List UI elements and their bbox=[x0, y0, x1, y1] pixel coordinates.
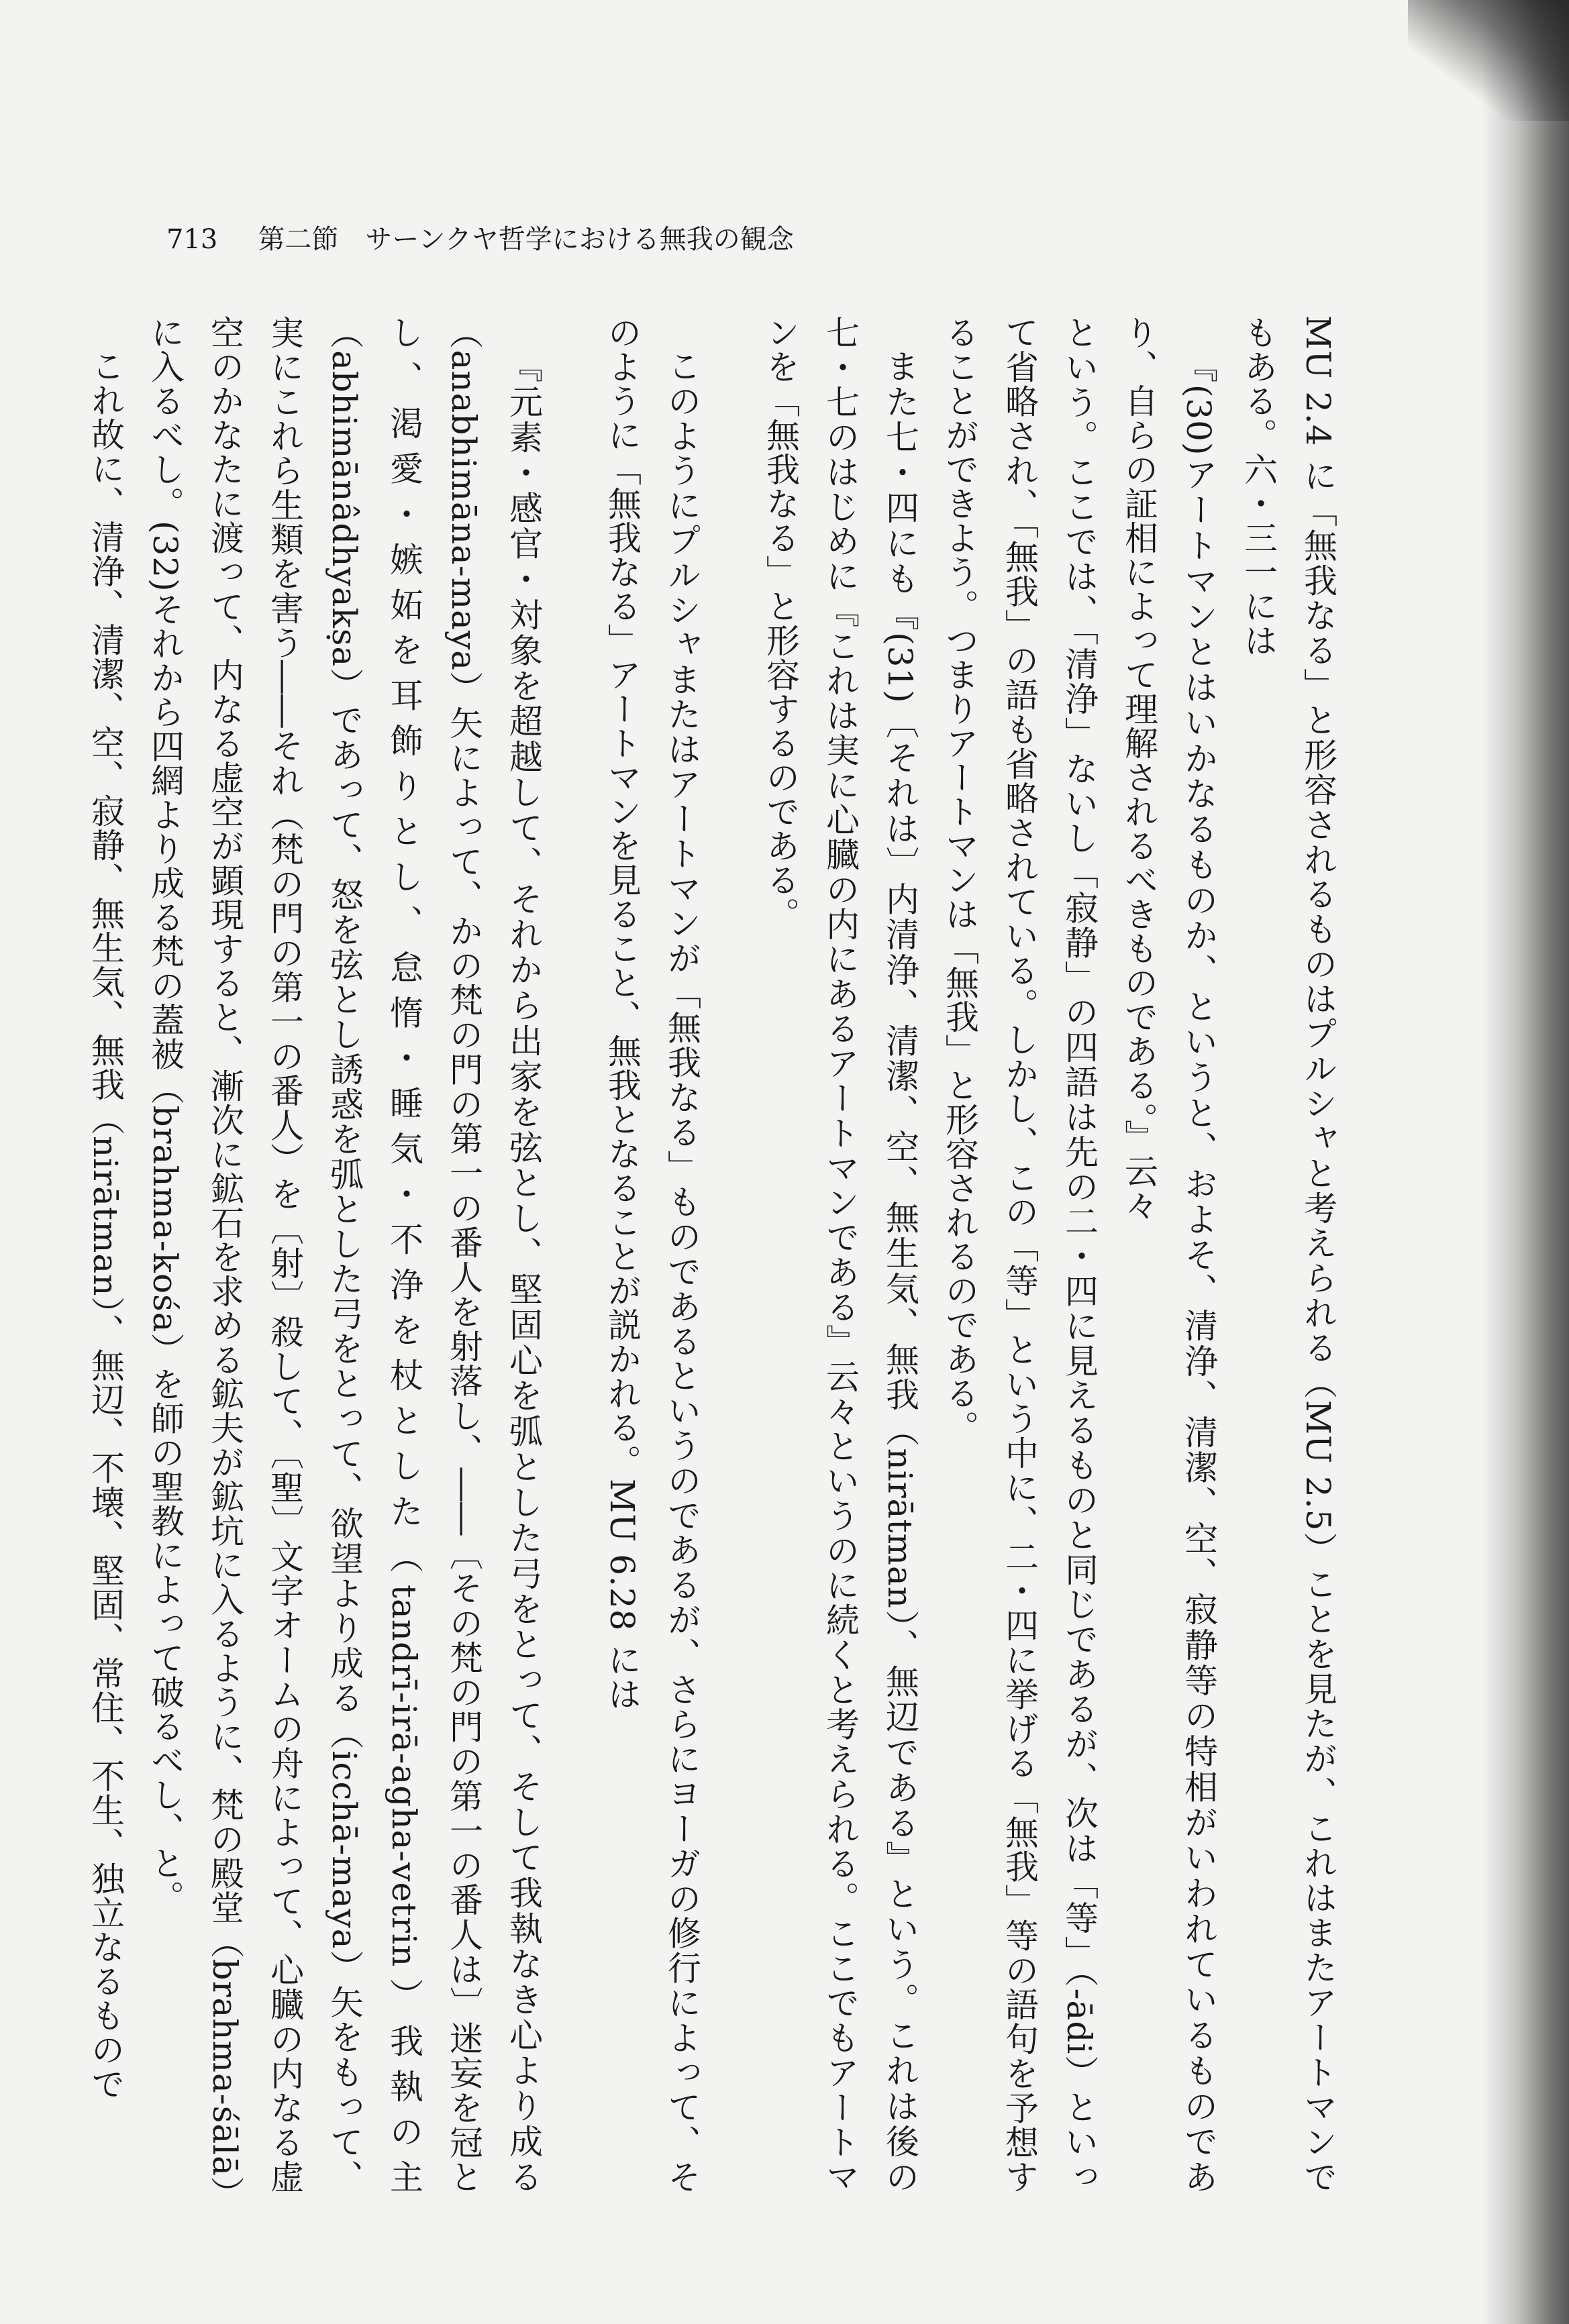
paragraph-1: MU 2.4 に「無我なる」と形容されるものはプルシャと考えられる（MU 2.5）ことを見たが、これはまたアートマンでもある。六・三一には bbox=[1239, 315, 1337, 2194]
running-header bbox=[166, 216, 838, 263]
quote-1: 『(30)アートマンとはいかなるものか、というと、およそ、清浄、清潔、空、寂静等の特相がいわれているものであり、自らの証相によって理解されるべきものである。』云々 bbox=[1119, 315, 1218, 2194]
paragraph-3: また七・四にも『(31)〔それは〕内清浄、清潔、空、無生気、無我（nirātman）、無辺である』という。これは後の七・七のはじめに『これは実に心臓の内にあるアートマンである』云々というのに続くと考えられる。ここでもアートマンを「無我なる」と形容するのである。 bbox=[761, 315, 919, 2194]
section-title: 第二節 サーンクヤ哲学における無我の観念 bbox=[258, 224, 794, 255]
binding-shadow bbox=[1482, 0, 1569, 2324]
body-text bbox=[86, 315, 1348, 2194]
page-number: 713 bbox=[166, 224, 218, 255]
paragraph-2: という。ここでは、「清浄」ないし「寂静」の四語は先の二・四に見えるものと同じであるが、次は「等」（-ādi）といって省略され、「無我」の語も省略されている。しかし、この「等」という中に、二・四に挙げる「無我」等の語句を予想することができよう。つまりアートマンは「無我」と形容されるのである。 bbox=[940, 315, 1099, 2194]
paragraph-5: これ故に、清浄、清潔、空、寂静、無生気、無我（nirātman）、無辺、不壊、堅固、常住、不生、独立なるもので bbox=[86, 349, 125, 2101]
binding-shadow-top bbox=[1408, 0, 1569, 121]
paragraph-4: このようにプルシャまたはアートマンが「無我なる」ものであるというのであるが、さらにヨーガの修行によって、そのように「無我なる」アートマンを見ること、無我となることが説かれる。MU 6.28 には bbox=[603, 315, 701, 2194]
quote-2: 『元素・感官・対象を超越して、それから出家を弦とし、堅固心を弧とした弓をとって、そして我執なき心より成る（anabhimāna-maya）矢によって、かの梵の門の第一の番人を射落し、――〔その梵の門の第一の番人は〕迷妄を冠とし、渇愛・嫉妬を耳飾りとし、怠惰・睡気・不浄を杖とした（tandrī-irā-agha-vetrin）我執の主（abhimānâdhyakṣa）であって、怒を弦とし誘惑を弧とした弓をとって、欲望より成る（icchā-maya）矢をもって、実にこれら生類を害う――それ（梵の門の第一の番人）を〔射〕殺して、〔聖〕文字オームの舟によって、心臓の内なる虚空のかなたに渡って、内なる虚空が顕現すると、漸次に鉱石を求める鉱夫が鉱坑に入るように、梵の殿堂（brahma-śālā）に入るべし。(32)それから四網より成る梵の蓋被（brahma-kośa）を師の聖教によって破るべし、と。 bbox=[146, 315, 543, 2194]
